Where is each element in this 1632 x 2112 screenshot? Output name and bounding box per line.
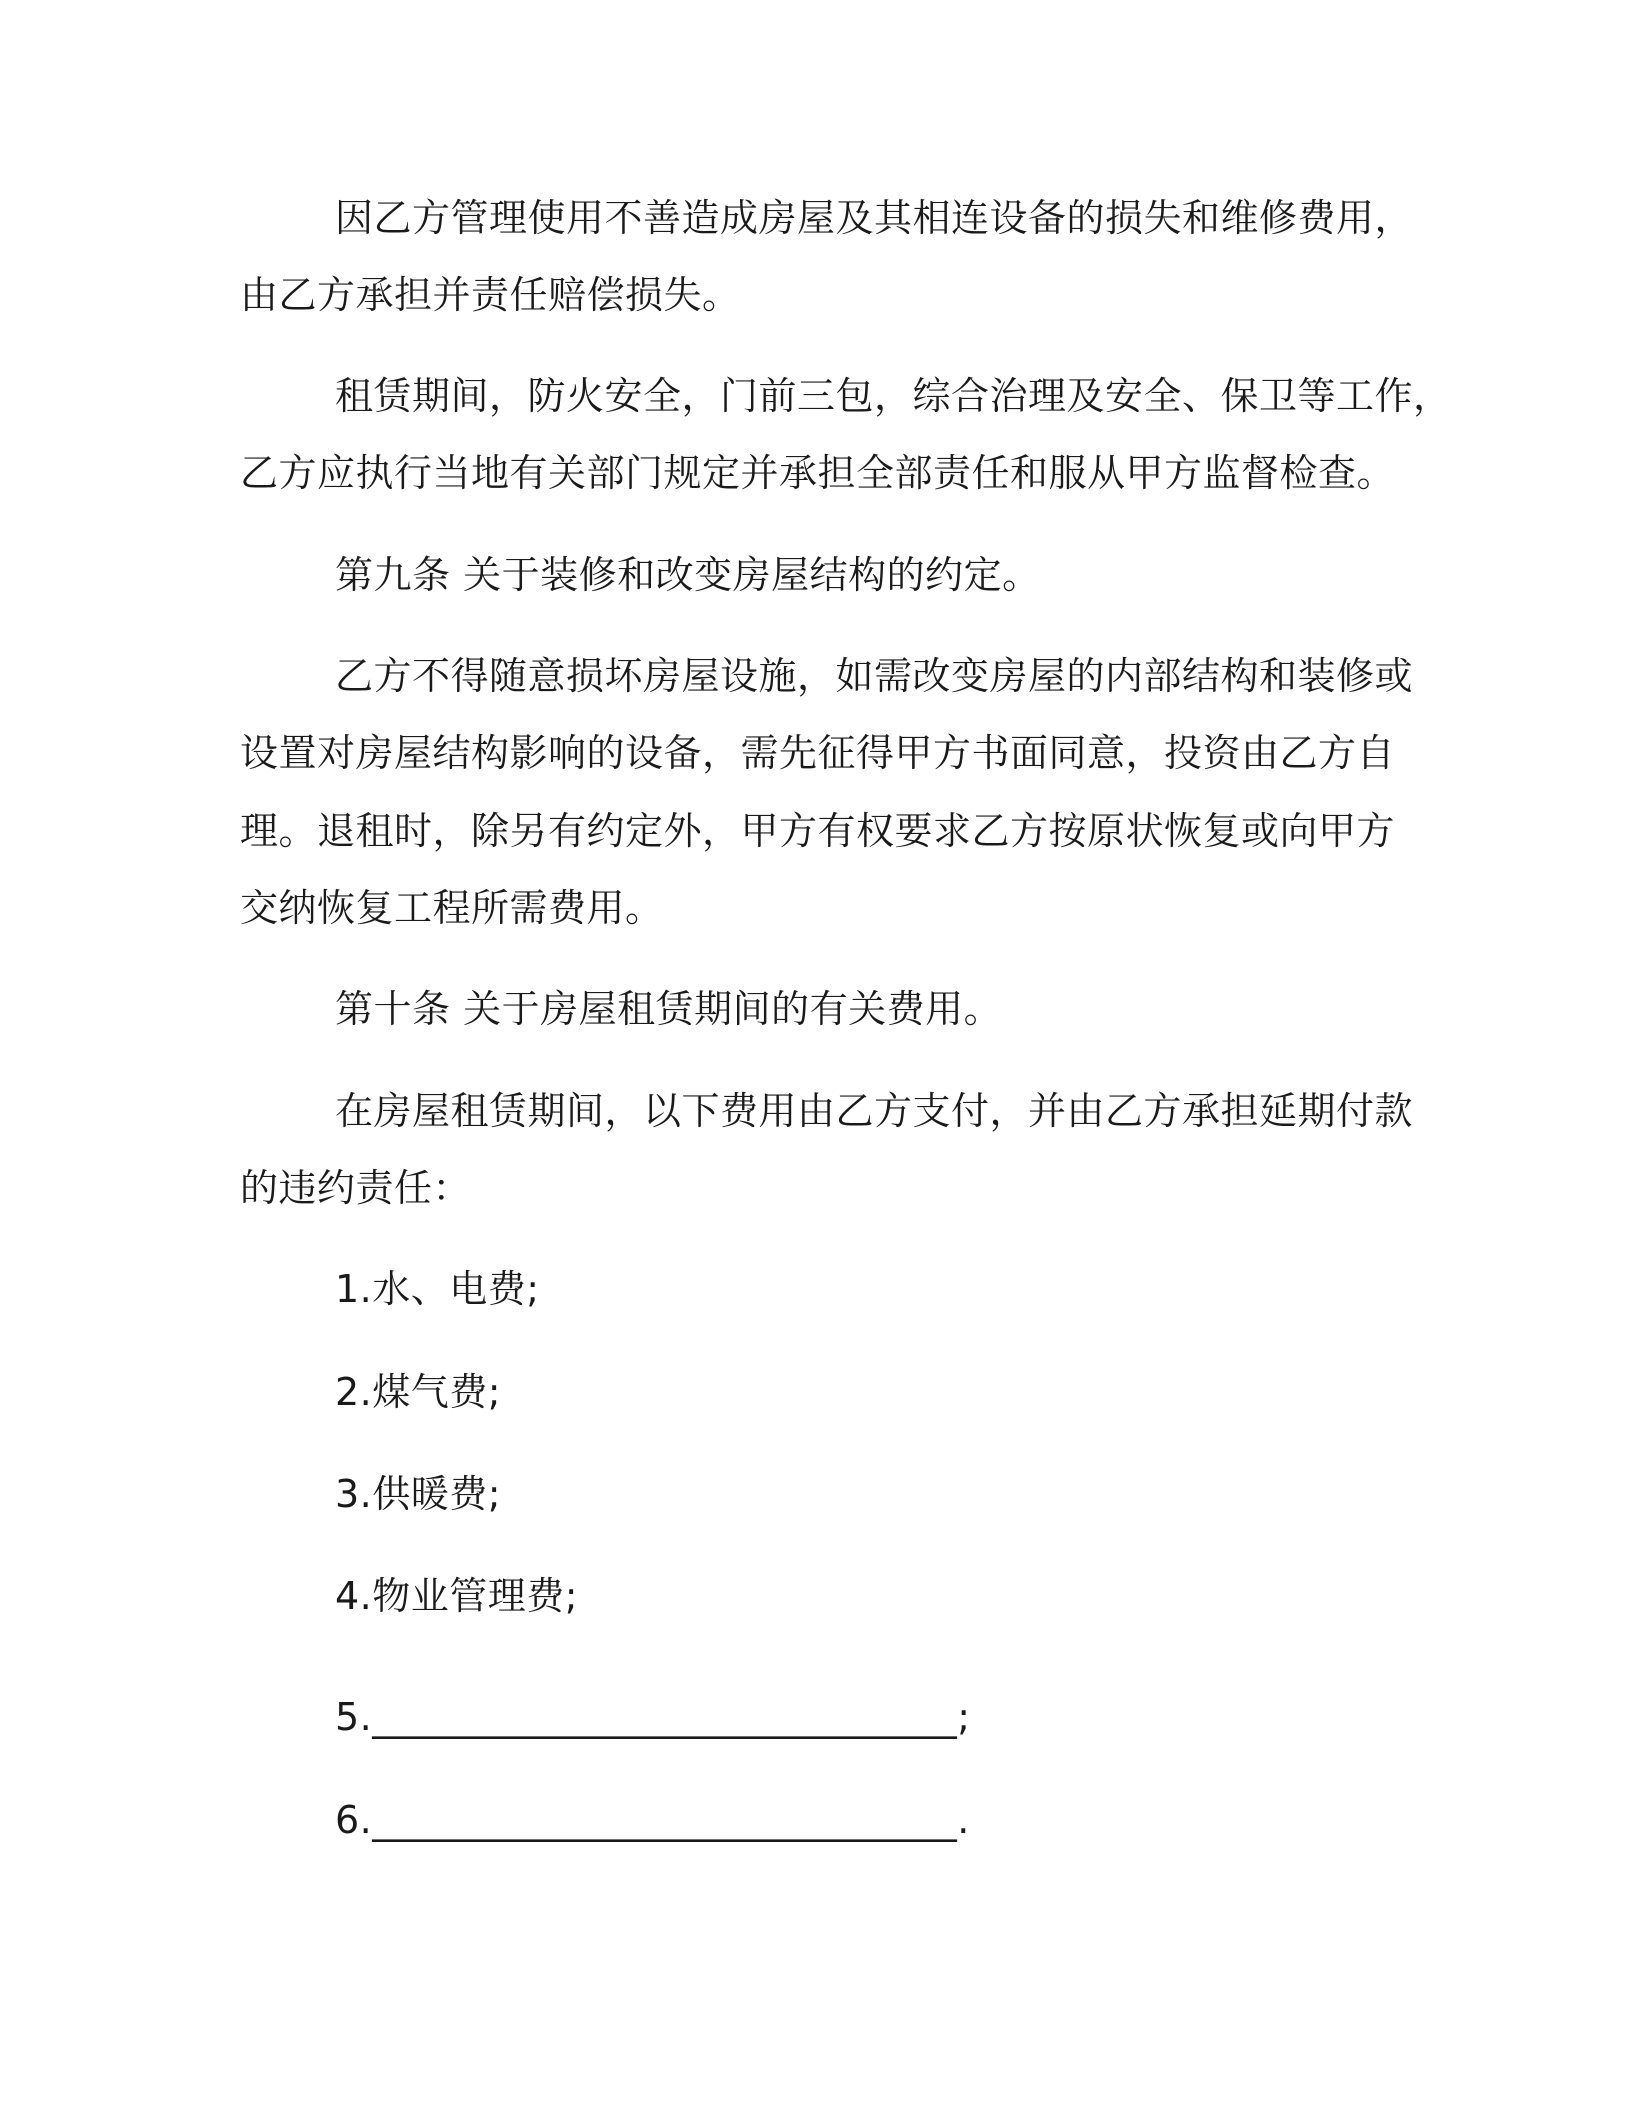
list-item: 3.供暖费;: [335, 1472, 502, 1516]
para3-line3: 理。退租时，除另有约定外，甲方有权要求乙方按原状恢复或向甲方: [240, 809, 1396, 853]
para3-line2: 设置对房屋结构影响的设备，需先征得甲方书面同意，投资由乙方自: [240, 731, 1396, 775]
para2-line1: 租赁期间，防火安全，门前三包，综合治理及安全、保卫等工作，: [335, 374, 1452, 418]
list-item: 2.煤气费;: [335, 1370, 502, 1414]
list-item-blank: 5.______________________________;: [335, 1695, 971, 1739]
para1-line1: 因乙方管理使用不善造成房屋及其相连设备的损失和维修费用，: [335, 196, 1414, 240]
article10-heading: 第十条 关于房屋租赁期间的有关费用。: [335, 987, 1003, 1031]
list-item: 1.水、电费;: [335, 1267, 540, 1311]
para3-line4: 交纳恢复工程所需费用。: [240, 886, 664, 930]
para1-line2: 由乙方承担并责任赔偿损失。: [240, 273, 741, 317]
article9-heading: 第九条 关于装修和改变房屋结构的约定。: [335, 553, 1041, 597]
para3-line1: 乙方不得随意损坏房屋设施，如需改变房屋的内部结构和装修或: [335, 654, 1414, 698]
para4-line1: 在房屋租赁期间，以下费用由乙方支付，并由乙方承担延期付款: [335, 1089, 1414, 1133]
list-item: 4.物业管理费;: [335, 1574, 579, 1618]
para4-line2: 的违约责任：: [240, 1166, 472, 1210]
list-item-blank: 6.______________________________.: [335, 1798, 970, 1842]
para2-line2: 乙方应执行当地有关部门规定并承担全部责任和服从甲方监督检查。: [240, 451, 1396, 495]
